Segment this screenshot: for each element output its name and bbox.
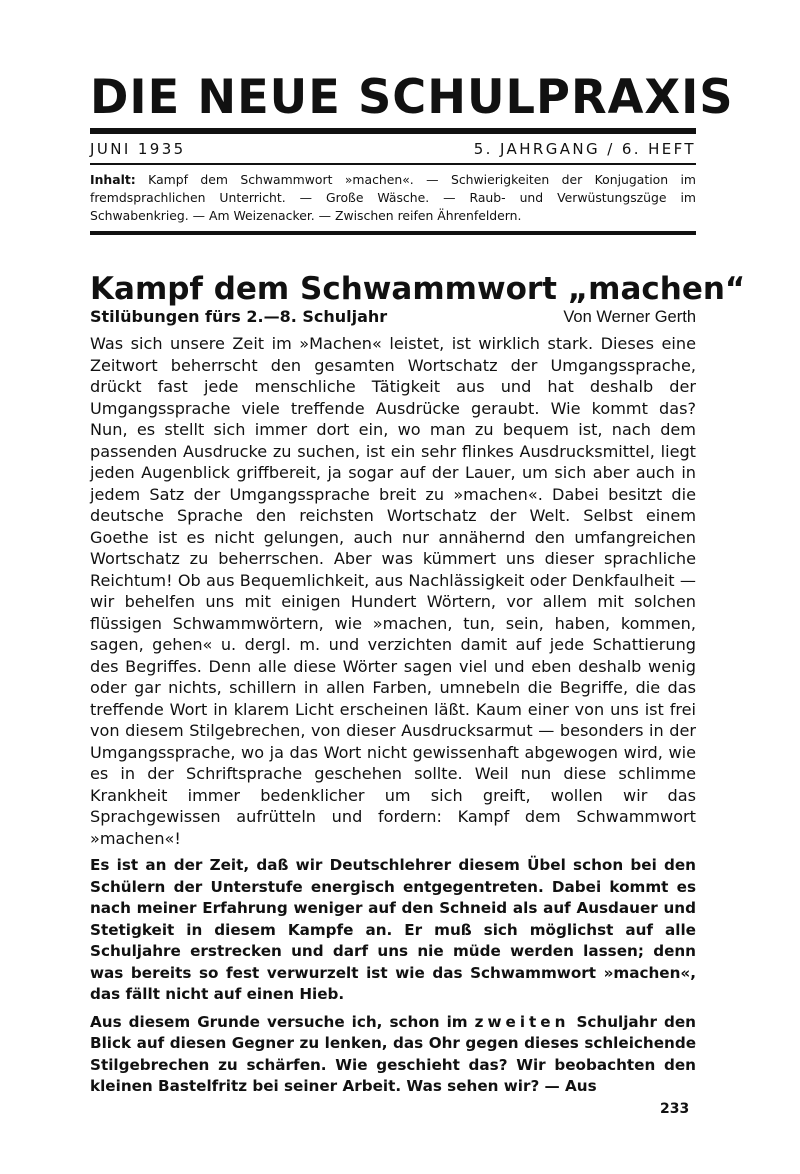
- article-title: Kampf dem Schwammwort „machen“: [90, 271, 746, 307]
- paragraph-3-start: Aus diesem Grunde versuche ich, schon im: [90, 1012, 468, 1031]
- article-paragraph-3: [90, 1012, 696, 1098]
- issue-number: 5. JAHRGANG / 6. HEFT: [473, 140, 696, 158]
- masthead-rule: [90, 128, 696, 134]
- issue-row: [90, 140, 696, 160]
- page-number: 233: [660, 1101, 690, 1117]
- contents-text: Kampf dem Schwammwort »machen«. — Schwierigkeiten der Konjugation im fremdsprachlichen Unterricht. — Große Wäsche. — Raub- und Verwüstungszüge im Schwabenkrieg. — Am Weizenacker. — Zwischen reifen Ährenfeldern.: [90, 172, 696, 223]
- article-paragraph-2: Es ist an der Zeit, daß wir Deutschlehrer diesem Übel schon bei den Schülern der Unterstufe energisch entgegentreten. Dabei kommt es nach meiner Erfahrung weniger auf den Schneid als auf Ausdauer und Stetigkeit in diesem Kampfe an. Er muß sich möglichst auf alle Schuljahre erstrecken und darf uns nie müde werden lassen; denn was bereits so fest verwurzelt ist wie das Schwammwort »machen«, das fällt nicht auf einen Hieb.: [90, 856, 696, 1003]
- paragraph-3-spaced-word: zweiten: [474, 1012, 570, 1031]
- article-byline-row: [90, 307, 696, 331]
- page-body: [90, 70, 746, 1098]
- article-author: Von Werner Gerth: [563, 308, 696, 326]
- issue-date: JUNI 1935: [90, 140, 186, 158]
- contents-label: Inhalt:: [90, 172, 136, 187]
- table-of-contents: [90, 171, 696, 225]
- article-subtitle: Stilübungen fürs 2.—8. Schuljahr: [90, 307, 388, 326]
- masthead-title: DIE NEUE SCHULPRAXIS: [90, 70, 734, 125]
- article-paragraph-1: Was sich unsere Zeit im »Machen« leistet, ist wirklich stark. Dieses eine Zeitwort beherrscht den gesamten Wortschatz der Umgangssprache, drückt fast jede menschliche Tätigkeit aus und hat deshalb der Umgangssprache viele treffende Ausdrücke geraubt. Wie kommt das? Nun, es stellt sich immer dort ein, wo man zu bequem ist, nach dem passenden Ausdrucke zu suchen, ist ein sehr flinkes Ausdrucksmittel, liegt jeden Augenblick griffbereit, ja sogar auf der Lauer, um sich aber auch in jedem Satz der Umgangssprache breit zu »machen«. Dabei besitzt die deutsche Sprache den reichsten Wortschatz der Welt. Selbst einem Goethe ist es nicht gelungen, auch nur annähernd den umfangreichen Wortschatz zu beherrschen. Aber was kümmert uns dieser sprachliche Reichtum! Ob aus Bequemlichkeit, aus Nachlässigkeit oder Denkfaulheit — wir behelfen uns mit einigen Hundert Wörtern, vor allem mit solchen flüssigen Schwammwörtern, wie »machen, tun, sein, haben, kommen, sagen, gehen« u. dergl. m. und verzichten damit auf jede Schattierung des Begriffes. Denn alle diese Wörter sagen viel und eben deshalb wenig oder gar nichts, schillern in allen Farben, umnebeln die Begriffe, die das treffende Wort in klarem Licht erscheinen läßt. Kaum einer von uns ist frei von diesem Stilgebrechen, von dieser Ausdrucksarmut — besonders in der Umgangssprache, wo ja das Wort nicht gewissenhaft abgewogen wird, wie es in der Schriftsprache geschehen sollte. Weil nun diese schlimme Krankheit immer bedenklicher um sich greift, wollen wir das Sprachgewissen aufrütteln und fordern: Kampf dem Schwammwort »machen«!: [90, 334, 696, 848]
- paragraph-3-end: Schuljahr den Blick auf diesen Gegner zu lenken, das Ohr gegen dieses schleichende Stilgebrechen zu schärfen. Wie geschieht das? Wir beobachten den kleinen Bastelfritz bei seiner Arbeit. Was sehen wir? — Aus: [90, 1012, 696, 1095]
- issue-rule: [90, 163, 696, 165]
- contents-rule: [90, 231, 696, 235]
